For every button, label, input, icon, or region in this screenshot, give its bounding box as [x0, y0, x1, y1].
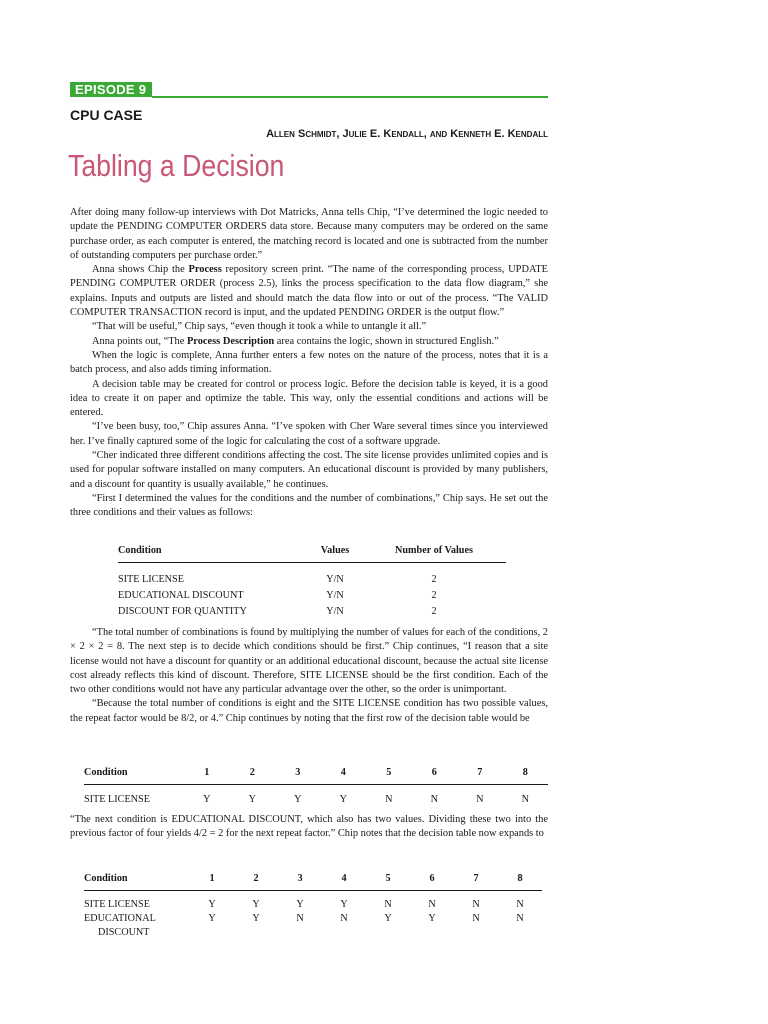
- table-cell: N: [472, 899, 480, 910]
- table-row: [118, 571, 506, 587]
- table-row: [118, 603, 506, 619]
- case-title: CPU CASE: [70, 107, 143, 123]
- table-cell: 2: [431, 573, 437, 585]
- table-cell: N: [385, 793, 393, 805]
- body-section-1: [70, 206, 548, 521]
- table-cell: EDUCATIONAL: [84, 913, 156, 924]
- table-cell: Y: [428, 913, 436, 924]
- table-cell: N: [521, 793, 529, 805]
- paragraph: “That will be useful,” Chip says, “even though it took a while to untangle it all.”: [92, 321, 427, 333]
- text-run: area contains the logic, shown in structured English.”: [274, 335, 499, 347]
- episode-label: EPISODE 9: [70, 82, 152, 97]
- page-title: Tabling a Decision: [68, 148, 285, 183]
- table-cell: Y: [248, 793, 256, 805]
- table-header-row: [118, 538, 506, 563]
- column-header: 5: [366, 760, 412, 785]
- column-header: 8: [503, 760, 549, 785]
- column-header: 3: [275, 760, 321, 785]
- paragraph: A decision table may be created for control or process logic. Before the decision table is keyed, it is a good idea to create it on paper and optimize the table. This way, only the essential conditions and actions will be entered.: [70, 378, 548, 419]
- table-cell: N: [516, 899, 524, 910]
- table-cell: 2: [431, 589, 437, 601]
- table-cell: N: [384, 899, 392, 910]
- table-row: [84, 927, 542, 941]
- table-header-row: [84, 866, 542, 891]
- table-cell: EDUCATIONAL DISCOUNT: [118, 589, 244, 601]
- column-header: 5: [366, 866, 410, 891]
- table-cell: Y: [340, 899, 348, 910]
- conditions-values-table: [118, 538, 506, 619]
- table-row: [84, 791, 548, 807]
- table-cell: Y: [208, 899, 216, 910]
- body-section-3: [70, 813, 548, 842]
- paragraph: “I’ve been busy, too,” Chip assures Anna. “I’ve spoken with Cher Ware several times since you interviewed her. I’ve finally captured some of the logic for calculating the cost of a software upgrade.: [70, 421, 548, 447]
- table-cell: N: [472, 913, 480, 924]
- table-cell: Y: [203, 793, 211, 805]
- paragraph: After doing many follow-up interviews with Dot Matricks, Anna tells Chip, “I’ve determined the logic needed to update the PENDING COMPUTER ORDERS data store. Because many computers may be ordered on the same purchase order, as each computer is entered, the matching record is located and one is subtracted from the number of outstanding computers per purchase order.”: [70, 207, 548, 261]
- table-cell: Y: [208, 913, 216, 924]
- column-header: 1: [190, 866, 234, 891]
- column-header: 1: [184, 760, 230, 785]
- column-header: 8: [498, 866, 542, 891]
- table-header-row: [84, 760, 548, 785]
- table-cell: Y: [339, 793, 347, 805]
- paragraph: [70, 263, 548, 320]
- column-header: 6: [412, 760, 458, 785]
- table-cell: N: [340, 913, 348, 924]
- table-cell: Y: [252, 899, 260, 910]
- decision-table-expanded: [84, 866, 542, 941]
- text-run: Anna points out, “The: [92, 335, 187, 347]
- table-cell: SITE LICENSE: [118, 573, 184, 585]
- table-cell: SITE LICENSE: [84, 899, 150, 910]
- table-cell: N: [476, 793, 484, 805]
- text-run: repository screen print. “The name of the corresponding process, UPDATE PENDING COMPUTER ORDER (process 2.5), links the process specification to the data flow diagram,” she explains. Inputs and outputs are listed and should match the data flow into or out of the process. “The VALID COMPUTER TRANSACTION record is input, and the updated PENDING ORDER is the output flow.”: [70, 264, 549, 319]
- column-header: Values: [308, 538, 362, 563]
- paragraph: “Because the total number of conditions is eight and the SITE LICENSE condition has two possible values, the repeat factor would be 8/2, or 4.” Chip continues by noting that the first row of the decision table would be: [70, 698, 548, 724]
- paragraph: “The next condition is EDUCATIONAL DISCOUNT, which also has two values. Dividing these two into the previous factor of four yields 4/2 = 2 for the next repeat factor.” Chip notes that the decision table now expands to: [70, 814, 548, 840]
- table-cell: 2: [431, 605, 437, 617]
- column-header: 2: [230, 760, 276, 785]
- table-cell: Y: [384, 913, 392, 924]
- table-cell: DISCOUNT: [98, 927, 150, 938]
- paragraph: When the logic is complete, Anna further enters a few notes on the nature of the process, notes that it is a batch process, and also adds timing information.: [70, 349, 548, 376]
- column-header: 3: [278, 866, 322, 891]
- paragraph: “First I determined the values for the conditions and the number of combinations,” Chip says. He set out the three conditions and their values as follows:: [70, 492, 548, 519]
- text-run: Anna shows Chip the: [92, 264, 189, 276]
- table-cell: Y/N: [326, 605, 344, 617]
- paragraph: [70, 335, 548, 349]
- table-cell: Y: [252, 913, 260, 924]
- decision-table-row1: [84, 760, 548, 807]
- authors: Allen Schmidt, Julie E. Kendall, and Kenneth E. Kendall: [266, 128, 548, 140]
- table-cell: N: [428, 899, 436, 910]
- column-header: Condition: [84, 866, 190, 891]
- body-section-2: [70, 626, 548, 726]
- episode-header-bar: [70, 82, 548, 98]
- table-row: [84, 899, 542, 913]
- table-row: [84, 913, 542, 927]
- column-header: 2: [234, 866, 278, 891]
- paragraph: “The total number of combinations is found by multiplying the number of values for each of the conditions, 2 × 2 × 2 = 8. The next step is to decide which conditions should be first.” Chip continues, “I reason that a site license would not have a discount for quantity or an additional educational discount, because the actual site license cost already reflects this kind of discount. Therefore, SITE LICENSE should be the first condition. Each of the two other conditions would not have any particular advantage over the other, so the order is unimportant.: [70, 627, 548, 696]
- column-header: 6: [410, 866, 454, 891]
- table-cell: Y/N: [326, 573, 344, 585]
- table-cell: N: [296, 913, 304, 924]
- column-header: 4: [322, 866, 366, 891]
- column-header: 7: [457, 760, 503, 785]
- table-cell: Y: [294, 793, 302, 805]
- table-cell: DISCOUNT FOR QUANTITY: [118, 605, 247, 617]
- table-cell: N: [516, 913, 524, 924]
- table-cell: N: [430, 793, 438, 805]
- column-header: 7: [454, 866, 498, 891]
- paragraph: “Cher indicated three different conditions affecting the cost. The site license provides unlimited copies and is used for popular software installed on many computers. An educational discount is provided by many publishers, and a discount for quantity is usually available,” he continues.: [70, 450, 548, 490]
- column-header: 4: [321, 760, 367, 785]
- column-header: Number of Values: [362, 538, 506, 563]
- table-cell: SITE LICENSE: [84, 793, 150, 805]
- column-header: Condition: [84, 760, 184, 785]
- episode-rule: [152, 96, 548, 98]
- column-header: Condition: [118, 538, 308, 563]
- bold-term: Process: [188, 264, 222, 276]
- table-cell: Y: [296, 899, 304, 910]
- table-cell: Y/N: [326, 589, 344, 601]
- bold-term: Process Description: [186, 335, 275, 347]
- table-row: [118, 587, 506, 603]
